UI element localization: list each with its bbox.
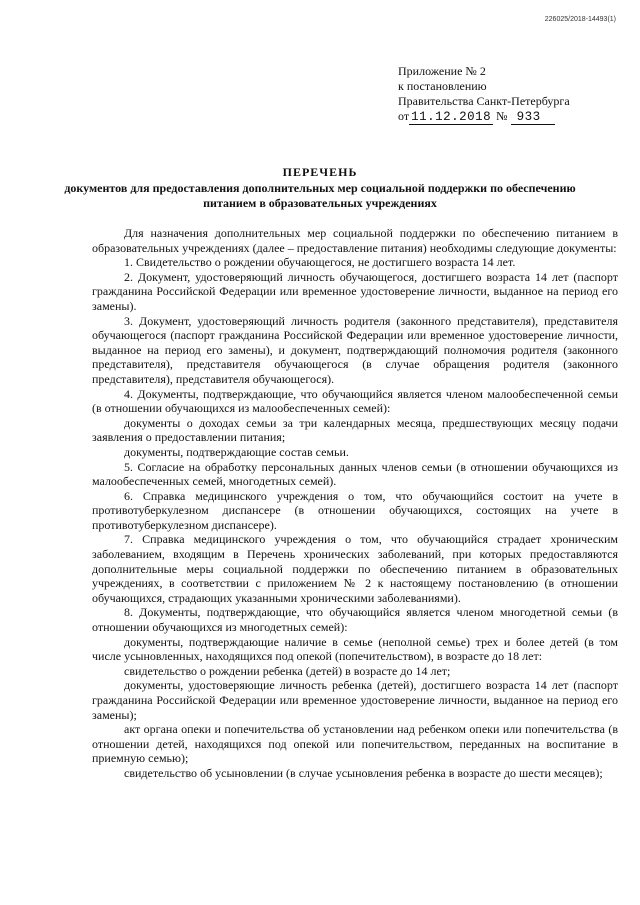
- item-8: 8. Документы, подтверждающие, что обучающийся является членом многодетной семьи (в отношении обучающихся из многодетных семей):: [92, 605, 618, 635]
- annex-government: Правительства Санкт-Петербурга: [398, 94, 570, 108]
- item-8-sub-birth-cert: свидетельство о рождении ребенка (детей) в возрасте до 14 лет;: [124, 663, 451, 678]
- resolution-date: 11.12.2018: [411, 110, 492, 124]
- item-4-sub-income: документы о доходах семьи за три календарных месяца, предшествующих месяцу подачи заявления о предоставлении питания;: [92, 415, 618, 445]
- intro-paragraph: Для назначения дополнительных мер социальной поддержки по обеспечению питанием в образовательных учреждениях (далее – предоставление питания) необходимы следующие документы:: [92, 226, 618, 255]
- item-8-sub-guardianship: акт органа опеки и попечительства об установлении над ребенком опеки или попечительства (в отношении детей, находящихся под опекой или попечительством, переданных на воспитание в приемную семью);: [92, 722, 618, 766]
- item-6: 6. Справка медицинского учреждения о том, что обучающийся состоит на учете в противотуберкулезном диспансере (в отношении обучающихся, состоящих на учете в противотуберкулезном диспансере).: [92, 488, 618, 532]
- document-body: [92, 226, 618, 781]
- title-subtitle: документов для предоставления дополнительных мер социальной поддержки по обеспечению питанием в образовательных учреждениях: [64, 181, 576, 210]
- annex-resolution-ref: к постановлению: [398, 79, 487, 93]
- item-8-sub-adoption: свидетельство об усыновлении (в случае усыновления ребенка в возрасте до шести месяцев);: [124, 765, 603, 780]
- title-main: ПЕРЕЧЕНЬ: [282, 165, 358, 179]
- document-title: [60, 165, 580, 211]
- date-prefix: от: [398, 109, 410, 123]
- item-8-sub-identity: документы, удостоверяющие личность ребенка (детей), достигшего возраста 14 лет (паспорт гражданина Российской Федерации или временное удостоверение личности, выданное на период его замены);: [92, 678, 618, 722]
- item-4-sub-family: документы, подтверждающие состав семьи.: [124, 444, 349, 459]
- item-5: 5. Согласие на обработку персональных данных членов семьи (в отношении обучающихся из малообеспеченных семей, многодетных семей).: [92, 459, 618, 489]
- resolution-number: 933: [511, 110, 555, 125]
- number-prefix: №: [496, 109, 508, 123]
- item-8-sub-children: документы, подтверждающие наличие в семье (неполной семье) трех и более детей (в том числе усыновленных, находящихся под опекой (попечительством), в возрасте до 18 лет:: [92, 634, 618, 664]
- annex-header: [398, 64, 618, 125]
- item-2: 2. Документ, удостоверяющий личность обучающегося, достигшего возраста 14 лет (паспорт гражданина Российской Федерации или временное удостоверение личности, выданное на период его замены).: [92, 269, 618, 313]
- item-7: 7. Справка медицинского учреждения о том, что обучающийся страдает хроническим заболеванием, входящим в Перечень хронических заболеваний, при которых предоставляются дополнительные меры социальной поддержки по обеспечению питанием в образовательных учреждениях, в соответствии с приложением № 2 к настоящему постановлению (в отношении обучающихся, страдающих указанными хроническими заболеваниями).: [92, 532, 618, 605]
- item-3: 3. Документ, удостоверяющий личность родителя (законного представителя), представителя обучающегося (паспорт гражданина Российской Федерации или временное удостоверение личности, выданное на период его замены), и документ, подтверждающий полномочия родителя (законного представителя), представителя обучающегося (в случае обращения родителя (законного представителя), представителя обучающегося).: [92, 313, 618, 386]
- item-4: 4. Документы, подтверждающие, что обучающийся является членом малообеспеченной семьи (в отношении обучающихся из малообеспеченных семей):: [92, 386, 618, 416]
- document-registration-stamp: 226025/2018-14493(1): [544, 16, 616, 23]
- item-1: 1. Свидетельство о рождении обучающегося, не достигшего возраста 14 лет.: [124, 255, 516, 270]
- annex-date-line: [398, 109, 618, 125]
- annex-number: Приложение № 2: [398, 64, 486, 78]
